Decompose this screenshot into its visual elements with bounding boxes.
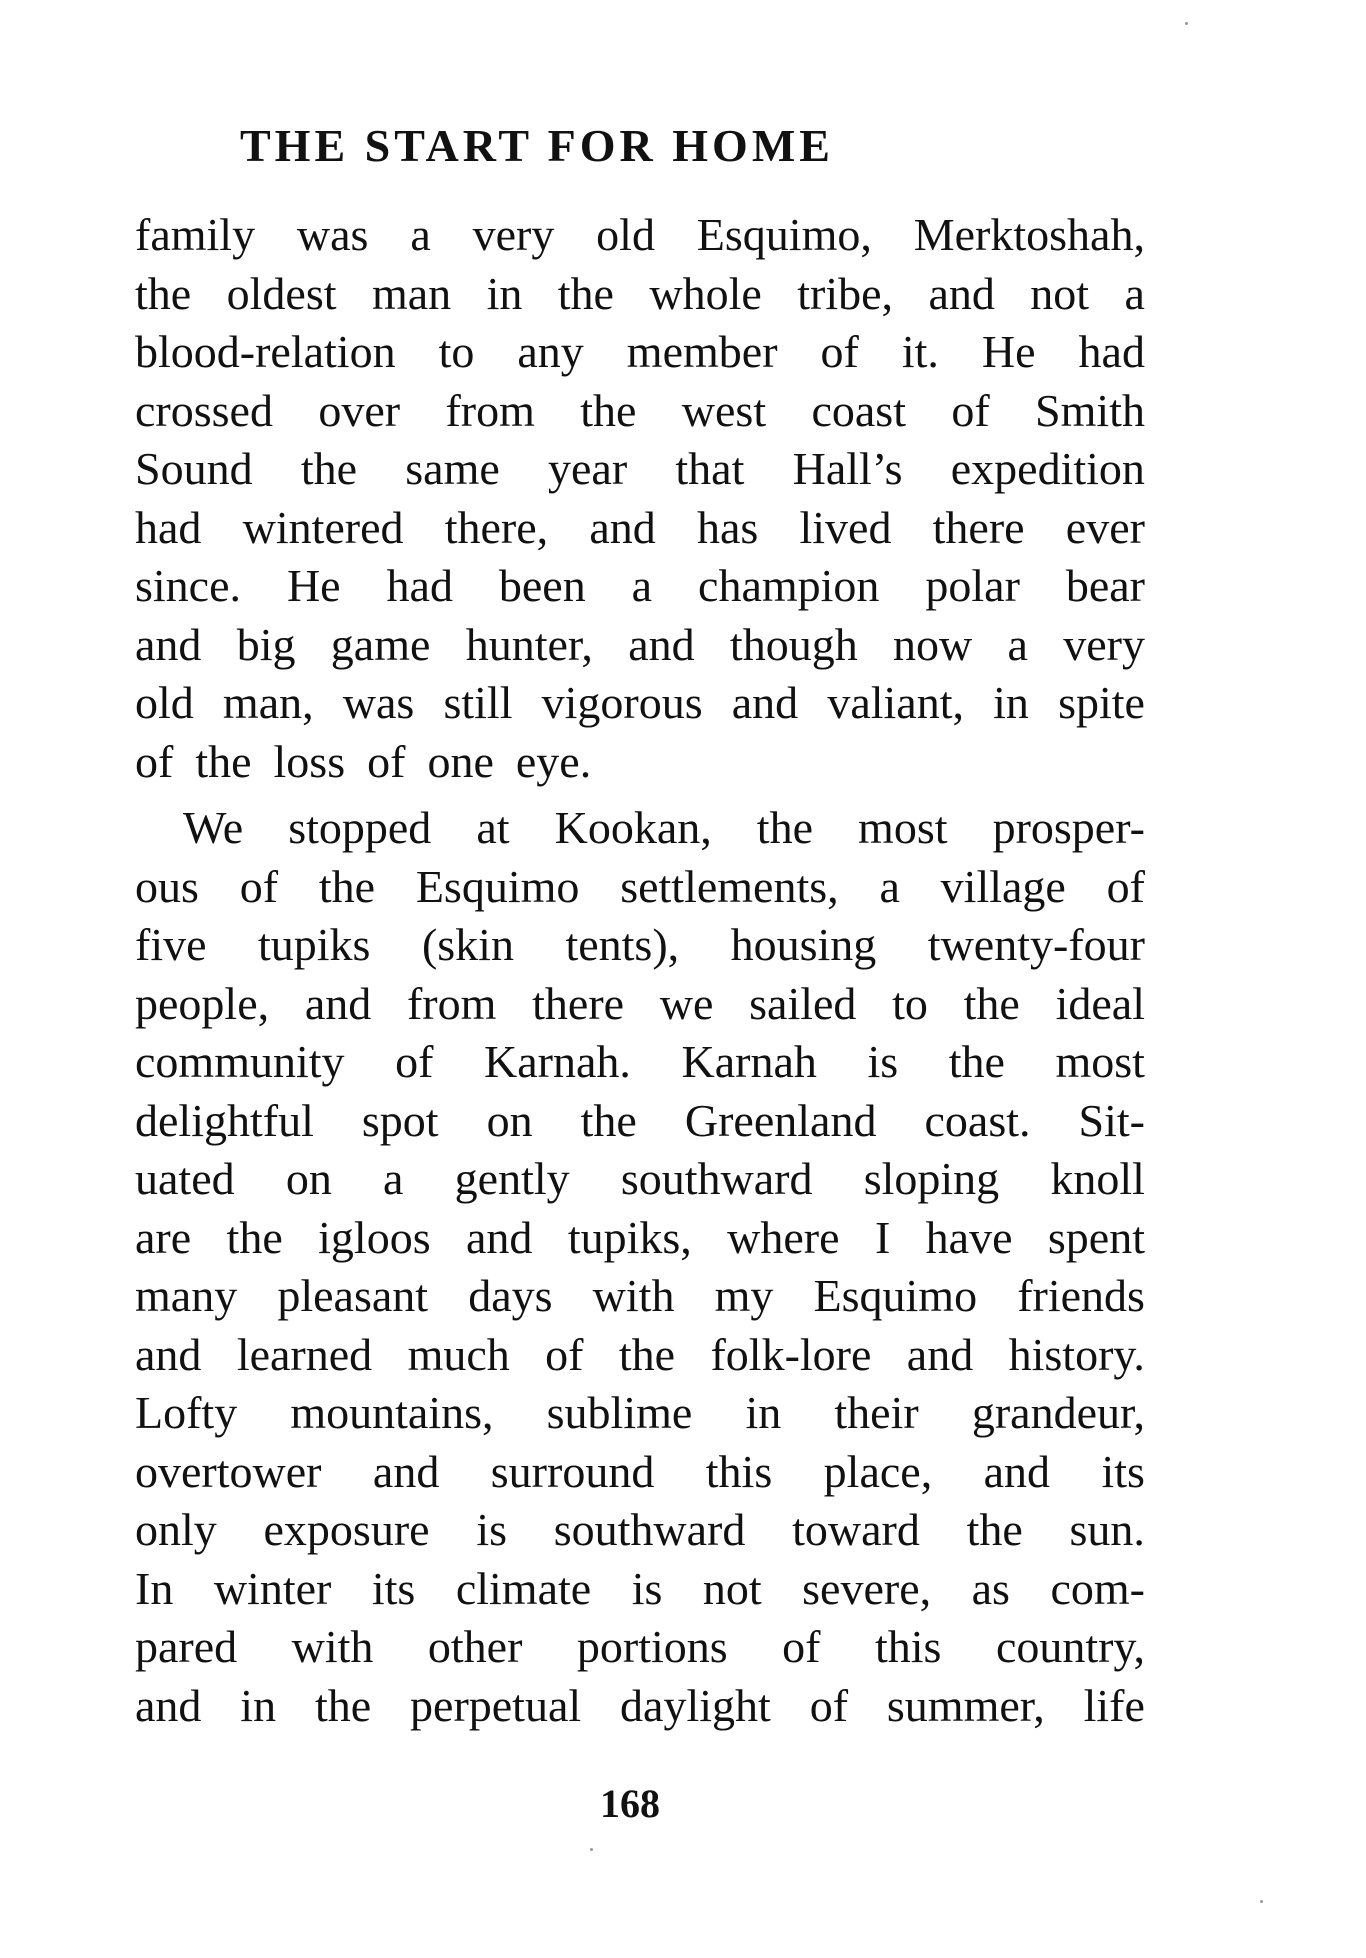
word: from bbox=[445, 384, 535, 436]
word: Esquimo bbox=[813, 1270, 978, 1321]
word: since. bbox=[135, 560, 242, 611]
word: a bbox=[879, 860, 900, 912]
word: whole bbox=[649, 267, 762, 319]
word: climate bbox=[455, 1562, 592, 1614]
word: in bbox=[745, 1387, 782, 1438]
word: spite bbox=[1058, 677, 1145, 728]
word: has bbox=[696, 501, 759, 553]
word: knoll bbox=[1050, 1153, 1145, 1204]
word: of bbox=[809, 1679, 849, 1731]
word: west bbox=[681, 384, 767, 436]
text-line bbox=[135, 1384, 1145, 1443]
word: coast bbox=[811, 384, 906, 436]
word: its bbox=[1101, 1445, 1145, 1497]
word: of bbox=[135, 735, 174, 787]
word: stopped bbox=[288, 802, 432, 853]
word: learned bbox=[236, 1328, 373, 1380]
word: of bbox=[820, 326, 859, 377]
word: there bbox=[932, 501, 1025, 553]
word: Esquimo bbox=[415, 860, 580, 912]
text-line bbox=[135, 323, 1145, 382]
word: was bbox=[296, 209, 369, 260]
word: of bbox=[545, 1328, 584, 1380]
word: on bbox=[486, 1094, 533, 1146]
word: expedition bbox=[950, 443, 1145, 494]
word: friends bbox=[1017, 1270, 1145, 1321]
word: Smith bbox=[1035, 384, 1145, 436]
word: southward bbox=[620, 1153, 813, 1204]
word: spot bbox=[361, 1094, 439, 1146]
word: the bbox=[557, 267, 614, 319]
word: had bbox=[135, 501, 202, 553]
word: and bbox=[731, 677, 799, 728]
text-line bbox=[135, 1092, 1145, 1151]
text-line bbox=[135, 1150, 1145, 1209]
text-line bbox=[135, 1443, 1145, 1502]
text-line bbox=[135, 206, 1145, 265]
word: one bbox=[427, 735, 494, 787]
word: ideal bbox=[1055, 977, 1145, 1029]
word: We bbox=[183, 802, 244, 853]
word: the bbox=[948, 1036, 1005, 1087]
word: winter bbox=[213, 1562, 332, 1614]
text-line bbox=[135, 557, 1145, 616]
word: over bbox=[318, 384, 401, 436]
word: ever bbox=[1065, 501, 1145, 553]
word: com- bbox=[1050, 1562, 1145, 1614]
word: He bbox=[981, 326, 1036, 377]
word: is bbox=[631, 1562, 663, 1614]
word: there, bbox=[444, 501, 549, 553]
word: the bbox=[314, 1679, 372, 1731]
word: Esquimo, bbox=[696, 209, 872, 260]
text-line bbox=[135, 1501, 1145, 1560]
word: five bbox=[135, 919, 207, 970]
word: and bbox=[906, 1328, 974, 1380]
word: coast. bbox=[924, 1094, 1031, 1146]
text-line bbox=[135, 916, 1145, 975]
word: sloping bbox=[863, 1153, 1000, 1204]
word: ous bbox=[135, 860, 199, 912]
word: valiant, bbox=[827, 677, 965, 728]
word: is bbox=[867, 1036, 899, 1087]
word: not bbox=[702, 1562, 762, 1614]
word: portions bbox=[576, 1621, 728, 1672]
running-head: THE START FOR HOME bbox=[240, 120, 834, 171]
word: member bbox=[626, 326, 778, 377]
text-line bbox=[135, 975, 1145, 1034]
word: most bbox=[858, 802, 948, 853]
word: in bbox=[486, 267, 523, 319]
word: place, bbox=[823, 1445, 933, 1497]
word: housing bbox=[730, 919, 877, 970]
word: I bbox=[874, 1211, 891, 1263]
word: was bbox=[342, 677, 415, 728]
word: Hall’s bbox=[792, 443, 903, 494]
word: vigorous bbox=[541, 677, 703, 728]
word: a bbox=[410, 209, 431, 260]
word: big bbox=[236, 618, 296, 670]
word: other bbox=[427, 1621, 523, 1672]
text-line bbox=[135, 799, 1145, 858]
word: a bbox=[1007, 618, 1028, 670]
word: there bbox=[532, 977, 625, 1029]
word: perpetual bbox=[410, 1679, 582, 1731]
word: delightful bbox=[135, 1094, 314, 1146]
word: country, bbox=[995, 1621, 1145, 1672]
word: wintered bbox=[242, 501, 404, 553]
word: sun. bbox=[1069, 1504, 1145, 1555]
text-line bbox=[135, 733, 1145, 792]
word: tribe, bbox=[797, 267, 894, 319]
word: this bbox=[874, 1621, 942, 1672]
word: most bbox=[1055, 1036, 1145, 1087]
word: the bbox=[963, 977, 1020, 1029]
word: He bbox=[286, 560, 341, 611]
word: in bbox=[240, 1679, 277, 1731]
word: old bbox=[135, 677, 194, 728]
word: though bbox=[729, 618, 858, 670]
word: loss bbox=[273, 735, 346, 787]
word: surround bbox=[490, 1445, 655, 1497]
word: very bbox=[1063, 618, 1145, 670]
word: polar bbox=[925, 560, 1020, 611]
word: their bbox=[834, 1387, 919, 1438]
scan-speck bbox=[1260, 1900, 1263, 1903]
word: a bbox=[383, 1153, 404, 1204]
word: gently bbox=[454, 1153, 570, 1204]
word: we bbox=[659, 977, 714, 1029]
word: village bbox=[940, 860, 1066, 912]
word: and bbox=[135, 1679, 202, 1731]
word: (skin bbox=[421, 919, 514, 970]
word: still bbox=[443, 677, 513, 728]
word: of bbox=[239, 860, 279, 912]
word: oldest bbox=[226, 267, 337, 319]
scan-speck bbox=[590, 1848, 593, 1851]
scan-speck bbox=[1185, 22, 1188, 25]
word: with bbox=[592, 1270, 675, 1321]
word: of bbox=[1106, 860, 1145, 912]
text-line bbox=[135, 440, 1145, 499]
text-line bbox=[135, 1209, 1145, 1268]
text-line bbox=[135, 1326, 1145, 1385]
word: the bbox=[195, 735, 252, 787]
word: toward bbox=[792, 1504, 920, 1555]
word: Sit- bbox=[1078, 1094, 1145, 1146]
word: at bbox=[476, 802, 510, 853]
word: this bbox=[705, 1445, 773, 1497]
word: had bbox=[1078, 326, 1145, 377]
word: to bbox=[438, 326, 475, 377]
word: igloos bbox=[318, 1211, 431, 1263]
word: where bbox=[727, 1211, 840, 1263]
word: man bbox=[371, 267, 452, 319]
word: sailed bbox=[749, 977, 857, 1029]
word: Kookan, bbox=[554, 802, 712, 853]
text-line bbox=[135, 616, 1145, 675]
text-line bbox=[135, 1033, 1145, 1092]
word: pleasant bbox=[277, 1270, 429, 1321]
word: history. bbox=[1008, 1328, 1145, 1380]
word: same bbox=[405, 443, 500, 494]
text-line bbox=[135, 1560, 1145, 1619]
word: the bbox=[226, 1211, 283, 1263]
word: very bbox=[472, 209, 555, 260]
word: mountains, bbox=[290, 1387, 494, 1438]
word: game bbox=[330, 618, 431, 670]
word: had bbox=[386, 560, 453, 611]
word: overtower bbox=[135, 1445, 322, 1497]
word: sublime bbox=[546, 1387, 693, 1438]
body-text bbox=[135, 206, 1145, 1735]
word: on bbox=[285, 1153, 332, 1204]
page-number: 168 bbox=[600, 1781, 660, 1826]
word: daylight bbox=[620, 1679, 771, 1731]
word: days bbox=[468, 1270, 553, 1321]
word: family bbox=[135, 209, 256, 260]
word: and bbox=[466, 1211, 533, 1263]
word: is bbox=[476, 1504, 507, 1555]
word: much bbox=[407, 1328, 510, 1380]
word: Lofty bbox=[135, 1387, 238, 1438]
word: bear bbox=[1065, 560, 1145, 611]
word: prosper- bbox=[992, 802, 1145, 853]
word: life bbox=[1083, 1679, 1145, 1731]
word: and bbox=[135, 1328, 202, 1380]
word: its bbox=[371, 1562, 416, 1614]
word: the bbox=[318, 860, 376, 912]
word: pared bbox=[135, 1621, 238, 1672]
word: folk-lore bbox=[710, 1328, 872, 1380]
word: with bbox=[291, 1621, 374, 1672]
word: community bbox=[135, 1036, 345, 1087]
word: eye. bbox=[515, 735, 592, 787]
word: and bbox=[589, 501, 656, 553]
text-line bbox=[135, 382, 1145, 441]
word: it. bbox=[901, 326, 939, 377]
word: my bbox=[714, 1270, 774, 1321]
word: and bbox=[928, 267, 995, 319]
word: exposure bbox=[263, 1504, 430, 1555]
word: and bbox=[628, 618, 695, 670]
word: In bbox=[135, 1562, 174, 1614]
word: the bbox=[135, 267, 192, 319]
word: the bbox=[966, 1504, 1023, 1555]
word: Greenland bbox=[684, 1094, 877, 1146]
word: and bbox=[372, 1445, 440, 1497]
word: the bbox=[756, 802, 813, 853]
word: only bbox=[135, 1504, 217, 1555]
word: many bbox=[135, 1270, 238, 1321]
paragraph-spacer bbox=[135, 791, 1145, 799]
word: man, bbox=[222, 677, 314, 728]
word: Sound bbox=[135, 443, 253, 494]
text-line bbox=[135, 674, 1145, 733]
word: are bbox=[135, 1211, 192, 1263]
word: not bbox=[1030, 267, 1090, 319]
word: champion bbox=[698, 560, 880, 611]
text-line bbox=[135, 499, 1145, 558]
word: of bbox=[951, 384, 990, 436]
word: Karnah bbox=[681, 1036, 817, 1087]
word: been bbox=[498, 560, 586, 611]
word: grandeur, bbox=[971, 1387, 1145, 1438]
word: tupiks, bbox=[567, 1211, 692, 1263]
word: as bbox=[971, 1562, 1010, 1614]
word: the bbox=[580, 1094, 637, 1146]
word: of bbox=[782, 1621, 821, 1672]
text-line bbox=[135, 1677, 1145, 1736]
word: and bbox=[983, 1445, 1051, 1497]
word: now bbox=[893, 618, 973, 670]
word: in bbox=[993, 677, 1029, 728]
word: the bbox=[618, 1328, 676, 1380]
word: that bbox=[675, 443, 745, 494]
word: the bbox=[580, 384, 637, 436]
word: lived bbox=[799, 501, 892, 553]
word: of bbox=[367, 735, 406, 787]
word: a bbox=[631, 560, 653, 611]
word: have bbox=[925, 1211, 1013, 1263]
word: and bbox=[135, 618, 202, 670]
word: and bbox=[304, 977, 372, 1029]
word: twenty-four bbox=[927, 919, 1145, 970]
word: summer, bbox=[886, 1679, 1045, 1731]
word: severe, bbox=[802, 1562, 932, 1614]
word: the bbox=[300, 443, 358, 494]
word: Karnah. bbox=[484, 1036, 631, 1087]
word: from bbox=[406, 977, 497, 1029]
word: spent bbox=[1047, 1211, 1145, 1263]
word: to bbox=[892, 977, 928, 1029]
word: uated bbox=[135, 1153, 235, 1204]
word: old bbox=[596, 209, 655, 260]
word: tents), bbox=[565, 919, 680, 970]
text-line bbox=[135, 858, 1145, 917]
word: Merktoshah, bbox=[913, 209, 1145, 260]
text-line bbox=[135, 265, 1145, 324]
text-line bbox=[135, 1267, 1145, 1326]
word: year bbox=[548, 443, 628, 494]
word: of bbox=[395, 1036, 434, 1087]
word: blood-relation bbox=[135, 326, 396, 377]
word: southward bbox=[553, 1504, 746, 1555]
word: hunter, bbox=[465, 618, 593, 670]
word: any bbox=[517, 326, 584, 377]
word: settlements, bbox=[620, 860, 839, 912]
text-line bbox=[135, 1618, 1145, 1677]
word: tupiks bbox=[258, 919, 371, 970]
word: a bbox=[1124, 267, 1145, 319]
word: people, bbox=[135, 977, 270, 1029]
word: crossed bbox=[135, 384, 273, 436]
